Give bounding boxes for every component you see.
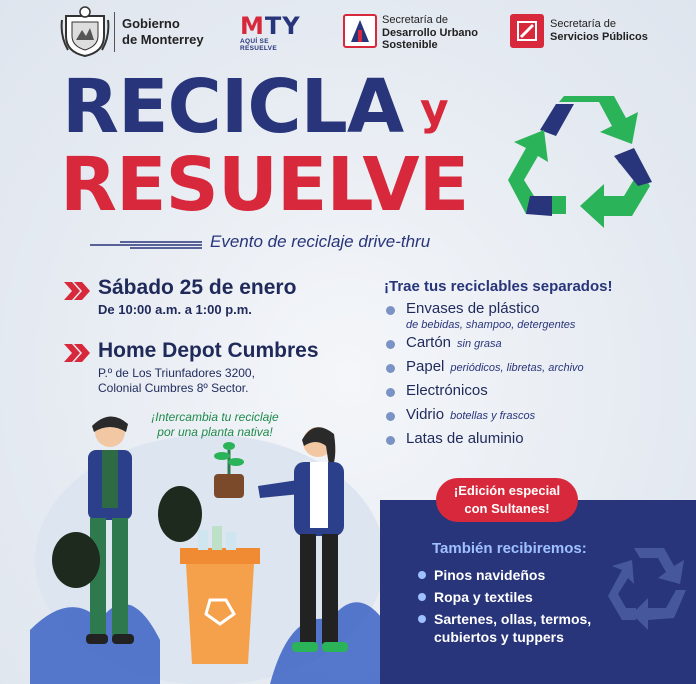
header-logos [0, 4, 696, 62]
item-label: Electrónicos [406, 382, 488, 399]
title-resuelve: RESUELVE [60, 142, 469, 228]
bullet-icon [386, 340, 395, 349]
sec1-line3: Sostenible [382, 39, 438, 51]
event-address-line2: Colonial Cumbres 8º Sector. [98, 381, 249, 395]
mty-ty: TY [264, 12, 301, 40]
list-item [384, 358, 684, 382]
event-address-line1: P.º de Los Triunfadores 3200, [98, 366, 255, 380]
also-item-label: Pinos navideños [434, 567, 546, 583]
sec1-line2: Desarrollo Urbano [382, 26, 478, 39]
special-edition-badge [436, 478, 578, 522]
sec1-line1: Secretaría de [382, 14, 449, 26]
sec2-line1: Secretaría de [550, 18, 617, 30]
bullet-icon [418, 571, 426, 579]
bullet-icon [418, 593, 426, 601]
item-label: Envases de plástico [406, 300, 540, 317]
list-item [384, 300, 684, 334]
list-item [418, 588, 618, 606]
item-note: periódicos, libretas, archivo [450, 362, 584, 374]
list-item [418, 566, 618, 584]
sec2-line2: Servicios Públicos [550, 30, 648, 43]
also-item-label: cubiertos y tuppers [434, 629, 564, 645]
item-label: Vidrio [406, 406, 445, 423]
also-item-label: Sartenes, ollas, termos, [434, 611, 592, 627]
speech-bubble [140, 410, 290, 440]
gobierno-line1: Gobierno [122, 16, 180, 31]
also-list [418, 566, 618, 650]
list-item [418, 610, 618, 628]
item-sub: de bebidas, shampoo, detergentes [406, 319, 576, 331]
mty-logo [240, 14, 304, 52]
sec-desarrollo-urbano [382, 14, 478, 52]
divider [114, 12, 115, 52]
building-icon [343, 14, 377, 48]
speed-lines [90, 240, 202, 250]
special-line1: ¡Edición especial [453, 483, 561, 498]
item-note: sin grasa [457, 338, 502, 350]
bullet-icon [386, 388, 395, 397]
bubble-line2: por una planta nativa! [157, 425, 273, 439]
list-item-continuation [418, 628, 618, 646]
also-item-label: Ropa y textiles [434, 589, 533, 605]
title-y: y [420, 84, 449, 135]
event-date: Sábado 25 de enero [98, 276, 297, 299]
item-label: Cartón [406, 334, 452, 351]
mty-m: M [240, 12, 265, 40]
item-note: botellas y frascos [450, 410, 536, 422]
event-place: Home Depot Cumbres [98, 339, 319, 362]
recycle-icon [504, 92, 654, 232]
people-illustration [30, 410, 390, 684]
gobierno-logo-text [122, 16, 204, 48]
tools-icon [510, 14, 544, 48]
sec-servicios-publicos [550, 18, 648, 43]
bring-heading: ¡Trae tus reciclables separados! [384, 278, 613, 295]
list-item [384, 406, 684, 430]
item-label: Latas de aluminio [406, 430, 524, 447]
list-item [384, 382, 684, 406]
list-item [384, 334, 684, 358]
bullet-icon [386, 306, 395, 315]
bullet-icon [386, 364, 395, 373]
title-recicla: RECICLA [62, 64, 404, 150]
chevron-double-icon [64, 344, 90, 362]
bullet-icon [418, 615, 426, 623]
item-label: Papel [406, 358, 445, 375]
event-time: De 10:00 a.m. a 1:00 p.m. [98, 302, 252, 317]
subtitle: Evento de reciclaje drive-thru [210, 232, 431, 251]
special-line2: con Sultanes! [464, 501, 550, 516]
bubble-line1: ¡Intercambia tu reciclaje [151, 410, 279, 424]
city-seal-icon [60, 6, 110, 58]
mty-tagline: AQUÍ SE RESUELVE [240, 38, 277, 52]
gobierno-line2: de Monterrey [122, 32, 204, 47]
recyclables-list [384, 300, 684, 454]
also-heading: También recibiremos: [432, 540, 587, 557]
list-item [384, 430, 684, 454]
chevron-double-icon [64, 282, 90, 300]
